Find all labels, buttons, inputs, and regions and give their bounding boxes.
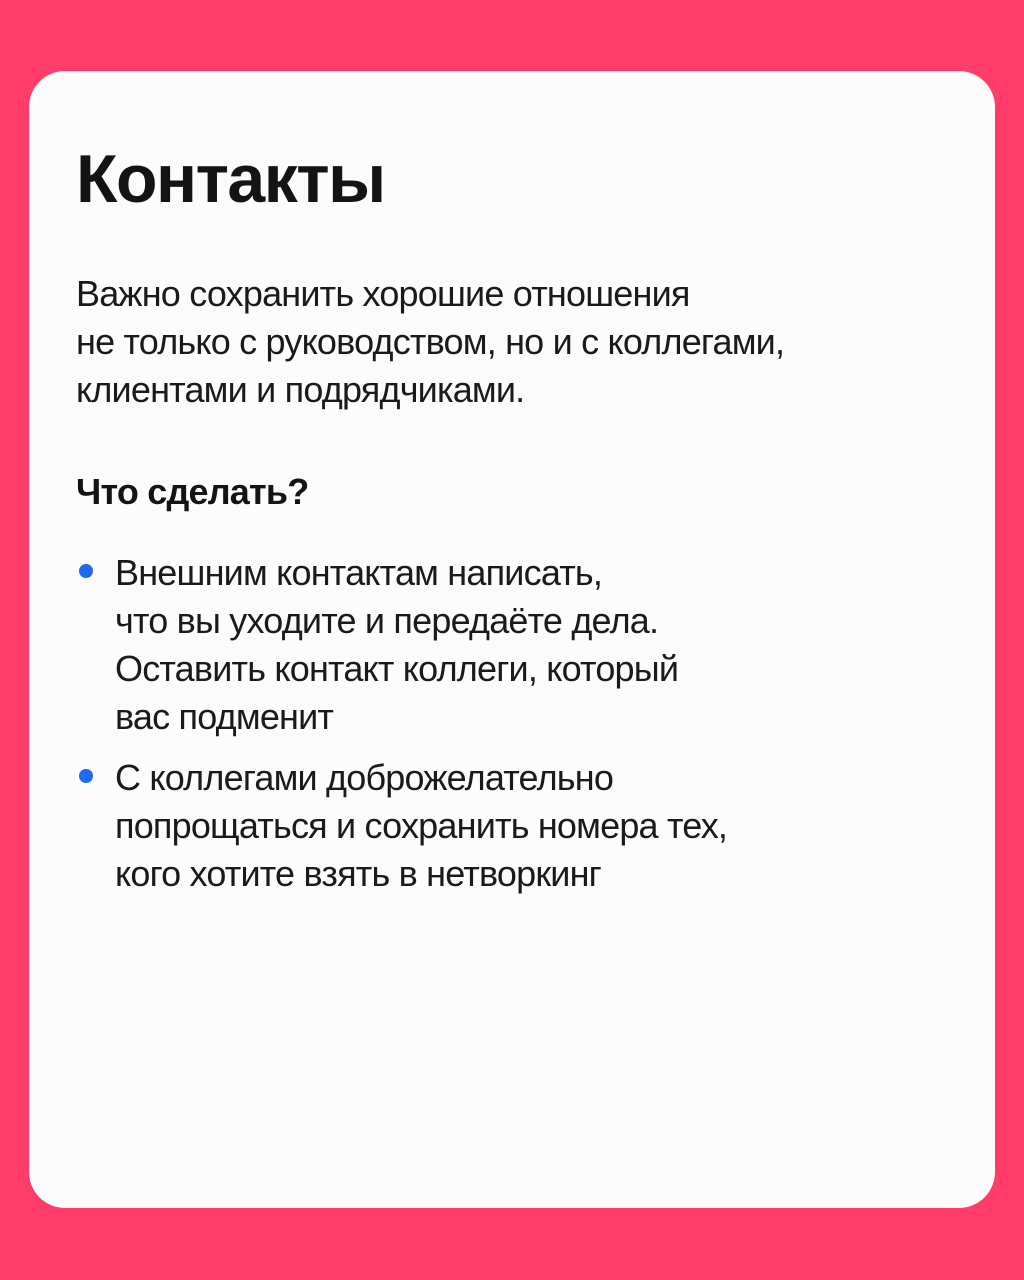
content-card [29, 71, 995, 1208]
bullet-text [115, 549, 956, 741]
bullet-line: что вы уходите и передаёте дела. [115, 600, 659, 641]
bullet-line: попрощаться и сохранить номера тех, [115, 805, 728, 846]
bullet-line: Оставить контакт коллеги, который [115, 648, 679, 689]
bullet-line: вас подменит [115, 696, 334, 737]
bullet-line: С коллегами доброжелательно [115, 757, 614, 798]
intro-line: клиентами и подрядчиками. [76, 369, 525, 410]
bullet-dot-icon [79, 564, 93, 578]
section-heading: Что сделать? [76, 471, 309, 512]
page-title: Контакты [76, 141, 385, 217]
intro-line: не только с руководством, но и с коллегами, [76, 321, 785, 362]
bullet-list [76, 549, 956, 911]
intro-paragraph [76, 270, 956, 414]
bullet-line: кого хотите взять в нетворкинг [115, 853, 601, 894]
bullet-item-colleagues [76, 754, 956, 898]
bullet-item-external-contacts [76, 549, 956, 741]
bullet-dot-icon [79, 769, 93, 783]
intro-line: Важно сохранить хорошие отношения [76, 273, 690, 314]
bullet-line: Внешним контактам написать, [115, 552, 603, 593]
bullet-text [115, 754, 956, 898]
